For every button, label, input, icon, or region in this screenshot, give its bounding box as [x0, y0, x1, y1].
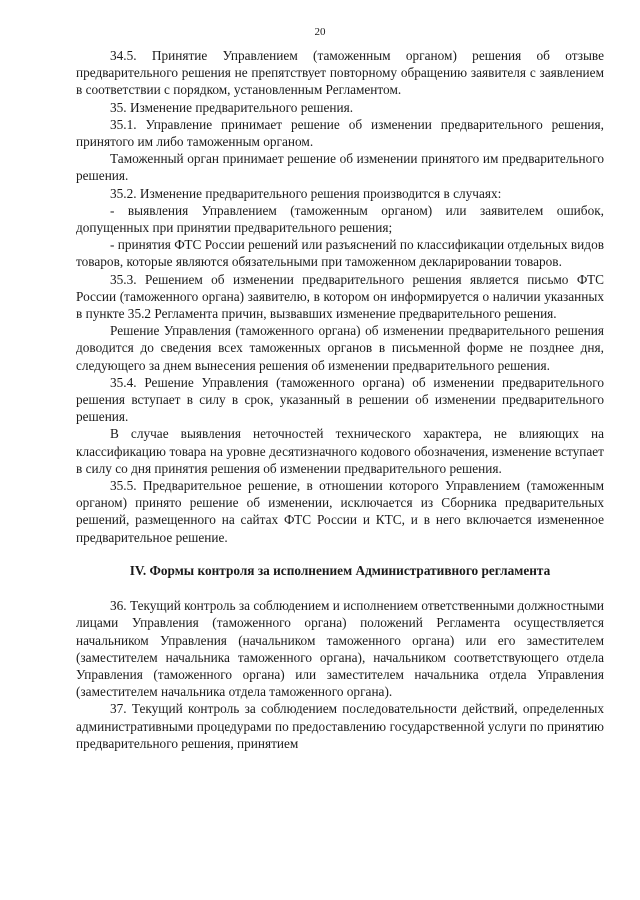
- paragraph-37: 37. Текущий контроль за соблюдением последовательности действий, определенных административными процедурами по предоставлению государственной услуги по принятию предварительного решения, принятием: [76, 701, 604, 751]
- paragraph-35-1: 35.1. Управление принимает решение об изменении предварительного решения, принятого им либо таможенным органом.: [76, 116, 604, 150]
- paragraph-35-3: 35.3. Решением об изменении предварительного решения является письмо ФТС России (таможенного органа) заявителю, в котором он информируется о наличии указанных в пункте 35.2 Регламента причин, вызвавших изменение предварительного решения.: [76, 271, 604, 322]
- list-item-errors: - выявления Управлением (таможенным органом) или заявителем ошибок, допущенных при принятии предварительного решения;: [76, 202, 604, 236]
- paragraph-35-2: 35.2. Изменение предварительного решения производится в случаях:: [110, 185, 502, 201]
- paragraph-35-4: 35.4. Решение Управления (таможенного органа) об изменении предварительного решения вступает в силу в срок, указанный в решении об изменении предварительного решения.: [76, 374, 604, 425]
- paragraph-35-5: 35.5. Предварительное решение, в отношении которого Управлением (таможенным органом) принято решение об изменении, исключается из Сборника предварительных решений, размещенного на сайтах ФТС России и КТС, и в него включается измененное предварительное решение.: [76, 478, 604, 545]
- page-number: 20: [314, 26, 326, 38]
- paragraph-36: 36. Текущий контроль за соблюдением и исполнением ответственными должностными лицами Управления (таможенного органа) положений Регламента осуществляется начальником Управления (начальником таможенного органа) или его заместителем (заместителем начальника таможенного органа), начальником соответствующего отдела Управления (таможенного органа) или заместителем начальника отдела Управления (заместителем начальника отдела таможенного органа).: [76, 598, 604, 700]
- document-body: [76, 47, 604, 752]
- paragraph-customs-body: Таможенный орган принимает решение об изменении принятого им предварительного решения.: [76, 151, 604, 184]
- paragraph-decision-notice: Решение Управления (таможенного органа) об изменении предварительного решения доводится до сведения всех таможенных органов в письменной форме не позднее дня, следующего за днем вынесения решения об изменении предварительного решения.: [76, 323, 604, 373]
- paragraph-35: 35. Изменение предварительного решения.: [110, 99, 354, 115]
- paragraph-34-5: 34.5. Принятие Управлением (таможенным органом) решения об отзыве предварительного решения не препятствует повторному обращению заявителя с заявлением в соответствии с порядком, установленным Регламентом.: [76, 48, 604, 98]
- list-item-fts-decisions: - принятия ФТС России решений или разъяснений по классификации отдельных видов товаров, которые являются обязательными при таможенном декларировании товаров.: [76, 237, 604, 270]
- paragraph-technical-errors: В случае выявления неточностей технического характера, не влияющих на классификацию товара на уровне десятизначного кодового обозначения, изменение вступает в силу со дня принятия решения об изменении предварительного решения.: [76, 426, 604, 476]
- section-heading: IV. Формы контроля за исполнением Административного регламента: [129, 562, 551, 578]
